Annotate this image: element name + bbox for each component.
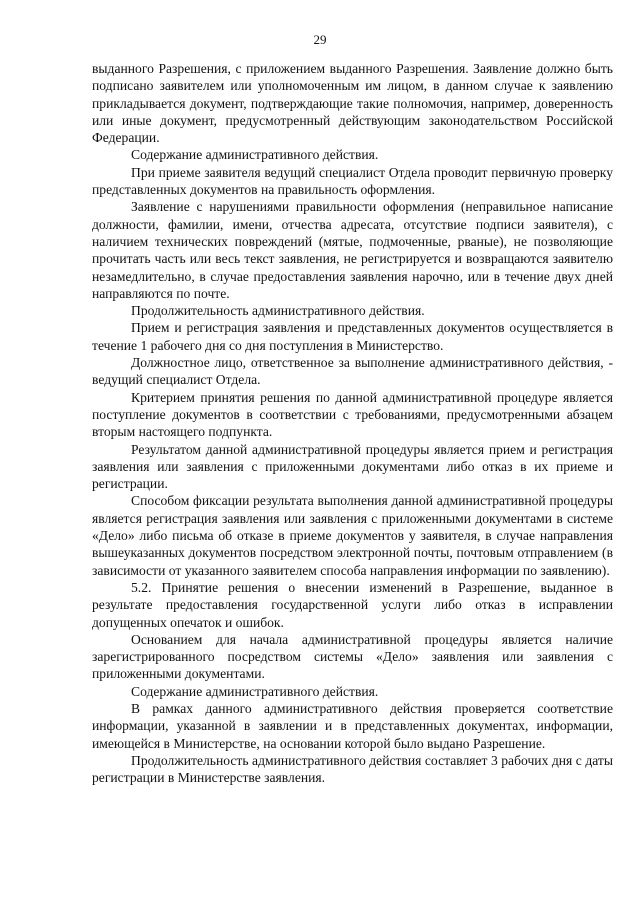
page-number: 29 <box>313 32 327 47</box>
paragraph: 5.2. Принятие решения о внесении изменений в Разрешение, выданное в результате предоставления государственной услуги либо отказ в исправлении допущенных опечаток и ошибок. <box>92 579 613 630</box>
paragraph: При приеме заявителя ведущий специалист Отдела проводит первичную проверку представленных документов на правильность оформления. <box>92 164 613 198</box>
paragraph: Основанием для начала административной процедуры является наличие зарегистрированного посредством системы «Дело» заявления или заявления с приложенными документами. <box>92 631 613 682</box>
paragraph: выданного Разрешения, с приложением выданного Разрешения. Заявление должно быть подписано заявителем или уполномоченным им лицом, в данном случае к заявлению прикладывается документ, подтверждающие такие полномочия, например, доверенность или иные документ, предусмотренный действующим законодательством Российской Федерации. <box>92 61 613 146</box>
paragraph: Заявление с нарушениями правильности оформления (неправильное написание должности, фамилии, имени, отчества адресата, отсутствие подписи заявителя), с наличием технических повреждений (мятые, подмоченные, рваные), не позволяющие прочитать часть или весь текст заявления, не регистрируется и возвращаются заявителю незамедлительно, в случае предоставления заявления нарочно, или в течение двух дней направляются по почте. <box>92 199 613 301</box>
paragraph: В рамках данного административного действия проверяется соответствие информации, указанной в заявлении и в представленных документах, информации, имеющейся в Министерстве, на основании которой было выдано Разрешение. <box>92 700 613 751</box>
paragraph: Способом фиксации результата выполнения данной административной процедуры является регистрация заявления или заявления с приложенными документами в системе «Дело» либо письма об отказе в приеме документов у заявителя, в случае направления вышеуказанных документов посредством электронной почты, почтовым отправлением (в зависимости от указанного заявителем способа направления информации по заявлению). <box>92 493 613 578</box>
paragraph: Содержание административного действия. <box>131 147 379 163</box>
paragraph: Продолжительность административного действия. <box>131 303 425 319</box>
paragraph: Результатом данной административной процедуры является прием и регистрация заявления или заявления с приложенными документами либо отказ в их приеме и регистрации. <box>92 441 613 492</box>
paragraph: Прием и регистрация заявления и представленных документов осуществляется в течение 1 рабочего дня со дня поступления в Министерство. <box>92 320 613 353</box>
paragraph: Критерием принятия решения по данной административной процедуре является поступление документов в соответствии с требованиями, предусмотренными абзацем вторым настоящего подпункта. <box>92 389 613 440</box>
document-body <box>92 60 613 786</box>
paragraph: Содержание административного действия. <box>131 683 379 699</box>
paragraph: Должностное лицо, ответственное за выполнение административного действия, - ведущий специалист Отдела. <box>92 355 613 388</box>
paragraph: Продолжительность административного действия составляет 3 рабочих дня с даты регистрации в Министерстве заявления. <box>92 752 613 786</box>
